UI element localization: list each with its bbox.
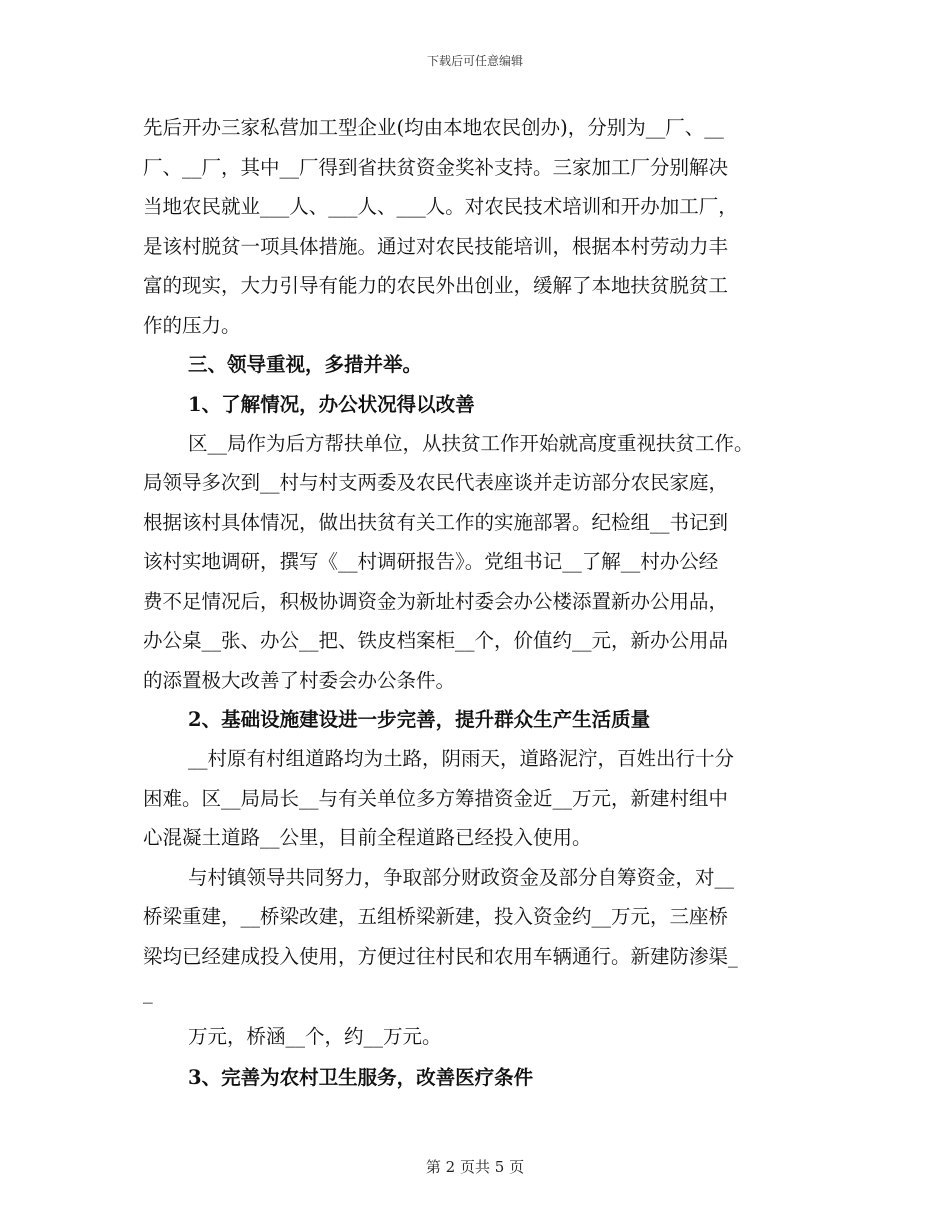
subsection-heading: 2、基础设施建设进一步完善，提升群众生产生活质量 — [188, 708, 651, 731]
paragraph-line: 困难。区__局局长__与有关单位多方筹措资金近__万元，新建村组中 — [143, 787, 729, 810]
subsection-heading: 3、完善为农村卫生服务，改善医疗条件 — [188, 1066, 534, 1089]
paragraph-line: 万元，桥涵__个，约__万元。 — [188, 1025, 442, 1048]
paragraph-line: 富的现实，大力引导有能力的农民外出创业，缓解了本地扶贫脱贫工 — [143, 274, 729, 297]
paragraph-line: 是该村脱贫一项具体措施。通过对农民技能培训，根据本村劳动力丰 — [143, 235, 729, 258]
paragraph-line: 费不足情况后，积极协调资金为新址村委会办公楼添置新办公用品， — [143, 590, 729, 613]
paragraph-line: 办公桌__张、办公__把、铁皮档案柜__个，价值约__元，新办公用品 — [143, 629, 729, 652]
paragraph-line: 梁均已经建成投入使用，方便过往村民和农用车辆通行。新建防渗渠_ — [143, 945, 738, 968]
paragraph-line: __村原有村组道路均为土路，阴雨天，道路泥泞，百姓出行十分 — [188, 747, 735, 770]
paragraph-line: 桥梁重建，__桥梁改建，五组桥梁新建，投入资金约__万元，三座桥 — [143, 905, 729, 928]
subsection-heading: 1、了解情况，办公状况得以改善 — [188, 393, 475, 416]
paragraph-line: 先后开办三家私营加工型企业(均由本地农民创办)，分别为__厂、__ — [143, 116, 724, 139]
paragraph-line: 区__局作为后方帮扶单位，从扶贫工作开始就高度重视扶贫工作。 — [188, 432, 754, 455]
paragraph-line: 与村镇领导共同努力，争取部分财政资金及部分自筹资金，对__ — [188, 866, 735, 889]
paragraph-line: 该村实地调研，撰写《__村调研报告》。党组书记__了解__村办公经 — [143, 550, 719, 573]
paragraph-line: 当地农民就业___人、___人、___人。对农民技术培训和开办加工厂， — [143, 195, 738, 218]
paragraph-line: _ — [143, 981, 153, 1004]
section-heading: 三、领导重视，多措并举。 — [188, 353, 423, 376]
paragraph-line: 厂、__厂，其中__厂得到省扶贫资金奖补支持。三家加工厂分别解决 — [143, 156, 729, 179]
paragraph-line: 作的压力。 — [143, 314, 241, 337]
page-header: 下载后可任意编辑 — [426, 54, 523, 68]
page-number: 第 2 页共 5 页 — [425, 1158, 525, 1176]
paragraph-line: 的添置极大改善了村委会办公条件。 — [143, 669, 456, 692]
paragraph-line: 心混凝土道路__公里，目前全程道路已经投入使用。 — [143, 826, 592, 849]
paragraph-line: 根据该村具体情况，做出扶贫有关工作的实施部署。纪检组__书记到 — [143, 511, 729, 534]
paragraph-line: 局领导多次到__村与村支两委及农民代表座谈并走访部分农民家庭， — [143, 471, 729, 494]
